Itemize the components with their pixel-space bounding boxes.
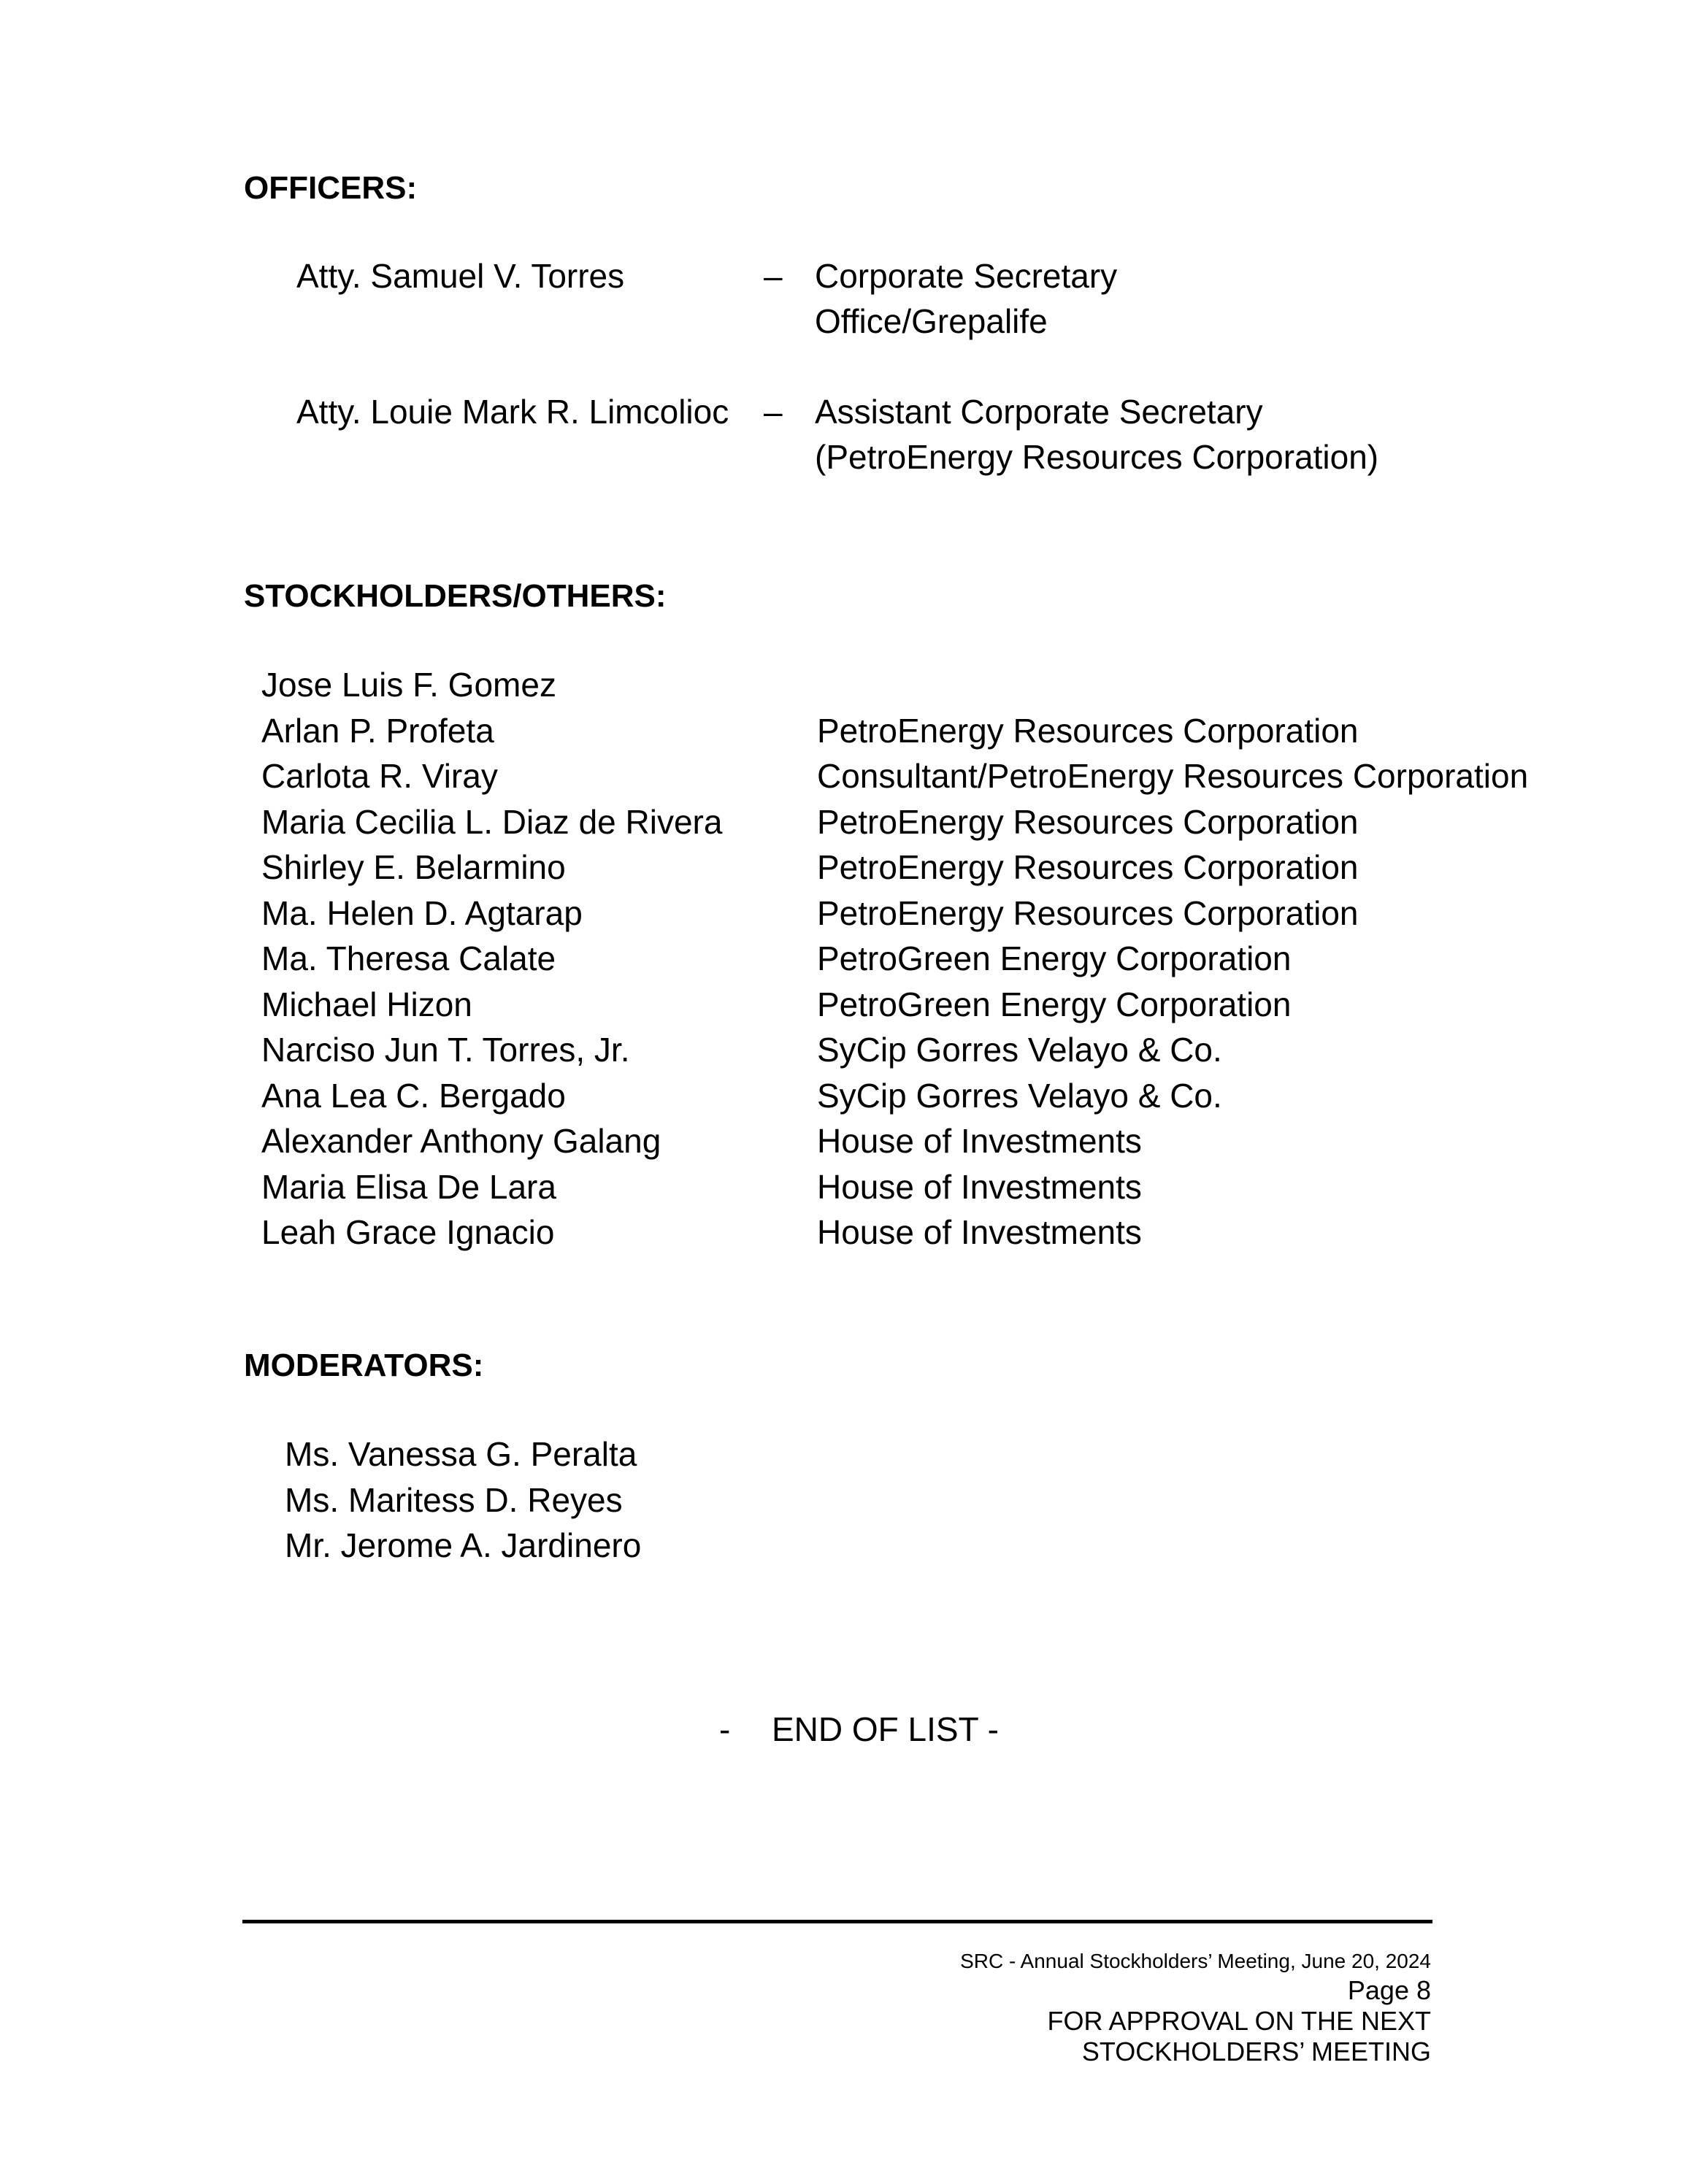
stockholder-name: Ma. Theresa Calate <box>261 939 556 977</box>
end-of-list-dash: - <box>719 1710 731 1748</box>
stockholder-affiliation: PetroEnergy Resources Corporation <box>817 802 1359 841</box>
list-item <box>261 1118 1576 1164</box>
stockholder-name: Carlota R. Viray <box>261 757 498 795</box>
stockholder-name: Jose Luis F. Gomez <box>261 666 556 704</box>
stockholder-name: Maria Cecilia L. Diaz de Rivera <box>261 802 723 841</box>
approval-note-line2: STOCKHOLDERS’ MEETING <box>1081 2037 1431 2066</box>
list-item <box>261 891 1576 937</box>
stockholder-name: Alexander Anthony Galang <box>261 1122 661 1160</box>
stockholder-affiliation: PetroEnergy Resources Corporation <box>817 893 1359 932</box>
footer-divider <box>242 1920 1432 1923</box>
moderator-name: Mr. Jerome A. Jardinero <box>285 1526 642 1564</box>
moderators-list <box>285 1431 641 1569</box>
stockholder-affiliation: House of Investments <box>817 1213 1142 1251</box>
stockholder-name: Shirley E. Belarmino <box>261 848 566 886</box>
list-item <box>261 662 1576 708</box>
stockholder-affiliation: House of Investments <box>817 1122 1142 1160</box>
stockholder-name: Ma. Helen D. Agtarap <box>261 893 583 932</box>
stockholders-heading: STOCKHOLDERS/OTHERS: <box>244 578 667 614</box>
list-item <box>261 753 1576 799</box>
officer-dash: – <box>764 393 783 431</box>
stockholders-list <box>261 662 1576 1256</box>
stockholder-name: Michael Hizon <box>261 985 472 1023</box>
stockholder-name: Ana Lea C. Bergado <box>261 1076 566 1115</box>
moderators-heading: MODERATORS: <box>244 1347 484 1383</box>
officer-role: Corporate Secretary <box>815 257 1118 295</box>
list-item <box>261 1210 1576 1256</box>
stockholder-affiliation: PetroGreen Energy Corporation <box>817 939 1292 977</box>
stockholder-affiliation: House of Investments <box>817 1167 1142 1206</box>
moderator-name: Ms. Maritess D. Reyes <box>285 1480 623 1519</box>
list-item <box>261 1027 1576 1073</box>
officer-role: Assistant Corporate Secretary <box>815 393 1263 431</box>
stockholder-affiliation: Consultant/PetroEnergy Resources Corporation <box>817 757 1529 795</box>
officer-name: Atty. Samuel V. Torres <box>296 257 625 295</box>
page-number: Page 8 <box>1347 1975 1431 2005</box>
list-item <box>261 1164 1576 1210</box>
footer-meeting-title: SRC - Annual Stockholders’ Meeting, June 20, 2024 <box>960 1950 1431 1972</box>
stockholder-affiliation: SyCip Gorres Velayo & Co. <box>817 1031 1222 1069</box>
page-footer <box>960 1947 1431 2067</box>
stockholder-name: Leah Grace Ignacio <box>261 1213 555 1251</box>
officer-name: Atty. Louie Mark R. Limcolioc <box>296 393 729 431</box>
list-item <box>261 1073 1576 1119</box>
officers-heading: OFFICERS: <box>244 170 418 206</box>
end-of-list-text: END OF LIST - <box>772 1710 999 1748</box>
list-item <box>261 982 1576 1028</box>
list-item <box>261 845 1576 891</box>
officer-role-continued: Office/Grepalife <box>815 302 1048 340</box>
stockholder-name: Arlan P. Profeta <box>261 711 494 750</box>
list-item <box>261 708 1576 754</box>
list-item <box>261 799 1576 845</box>
stockholder-name: Maria Elisa De Lara <box>261 1167 556 1206</box>
end-of-list <box>719 1707 999 1752</box>
stockholder-name: Narciso Jun T. Torres, Jr. <box>261 1031 630 1069</box>
approval-note-line1: FOR APPROVAL ON THE NEXT <box>1047 2006 1431 2036</box>
stockholder-affiliation: PetroEnergy Resources Corporation <box>817 711 1359 750</box>
list-item <box>261 936 1576 982</box>
stockholder-affiliation: PetroGreen Energy Corporation <box>817 985 1292 1023</box>
officer-dash: – <box>764 257 783 295</box>
stockholder-affiliation: SyCip Gorres Velayo & Co. <box>817 1076 1222 1115</box>
stockholder-affiliation: PetroEnergy Resources Corporation <box>817 848 1359 886</box>
moderator-name: Ms. Vanessa G. Peralta <box>285 1435 637 1473</box>
officer-role-continued: (PetroEnergy Resources Corporation) <box>815 438 1379 476</box>
